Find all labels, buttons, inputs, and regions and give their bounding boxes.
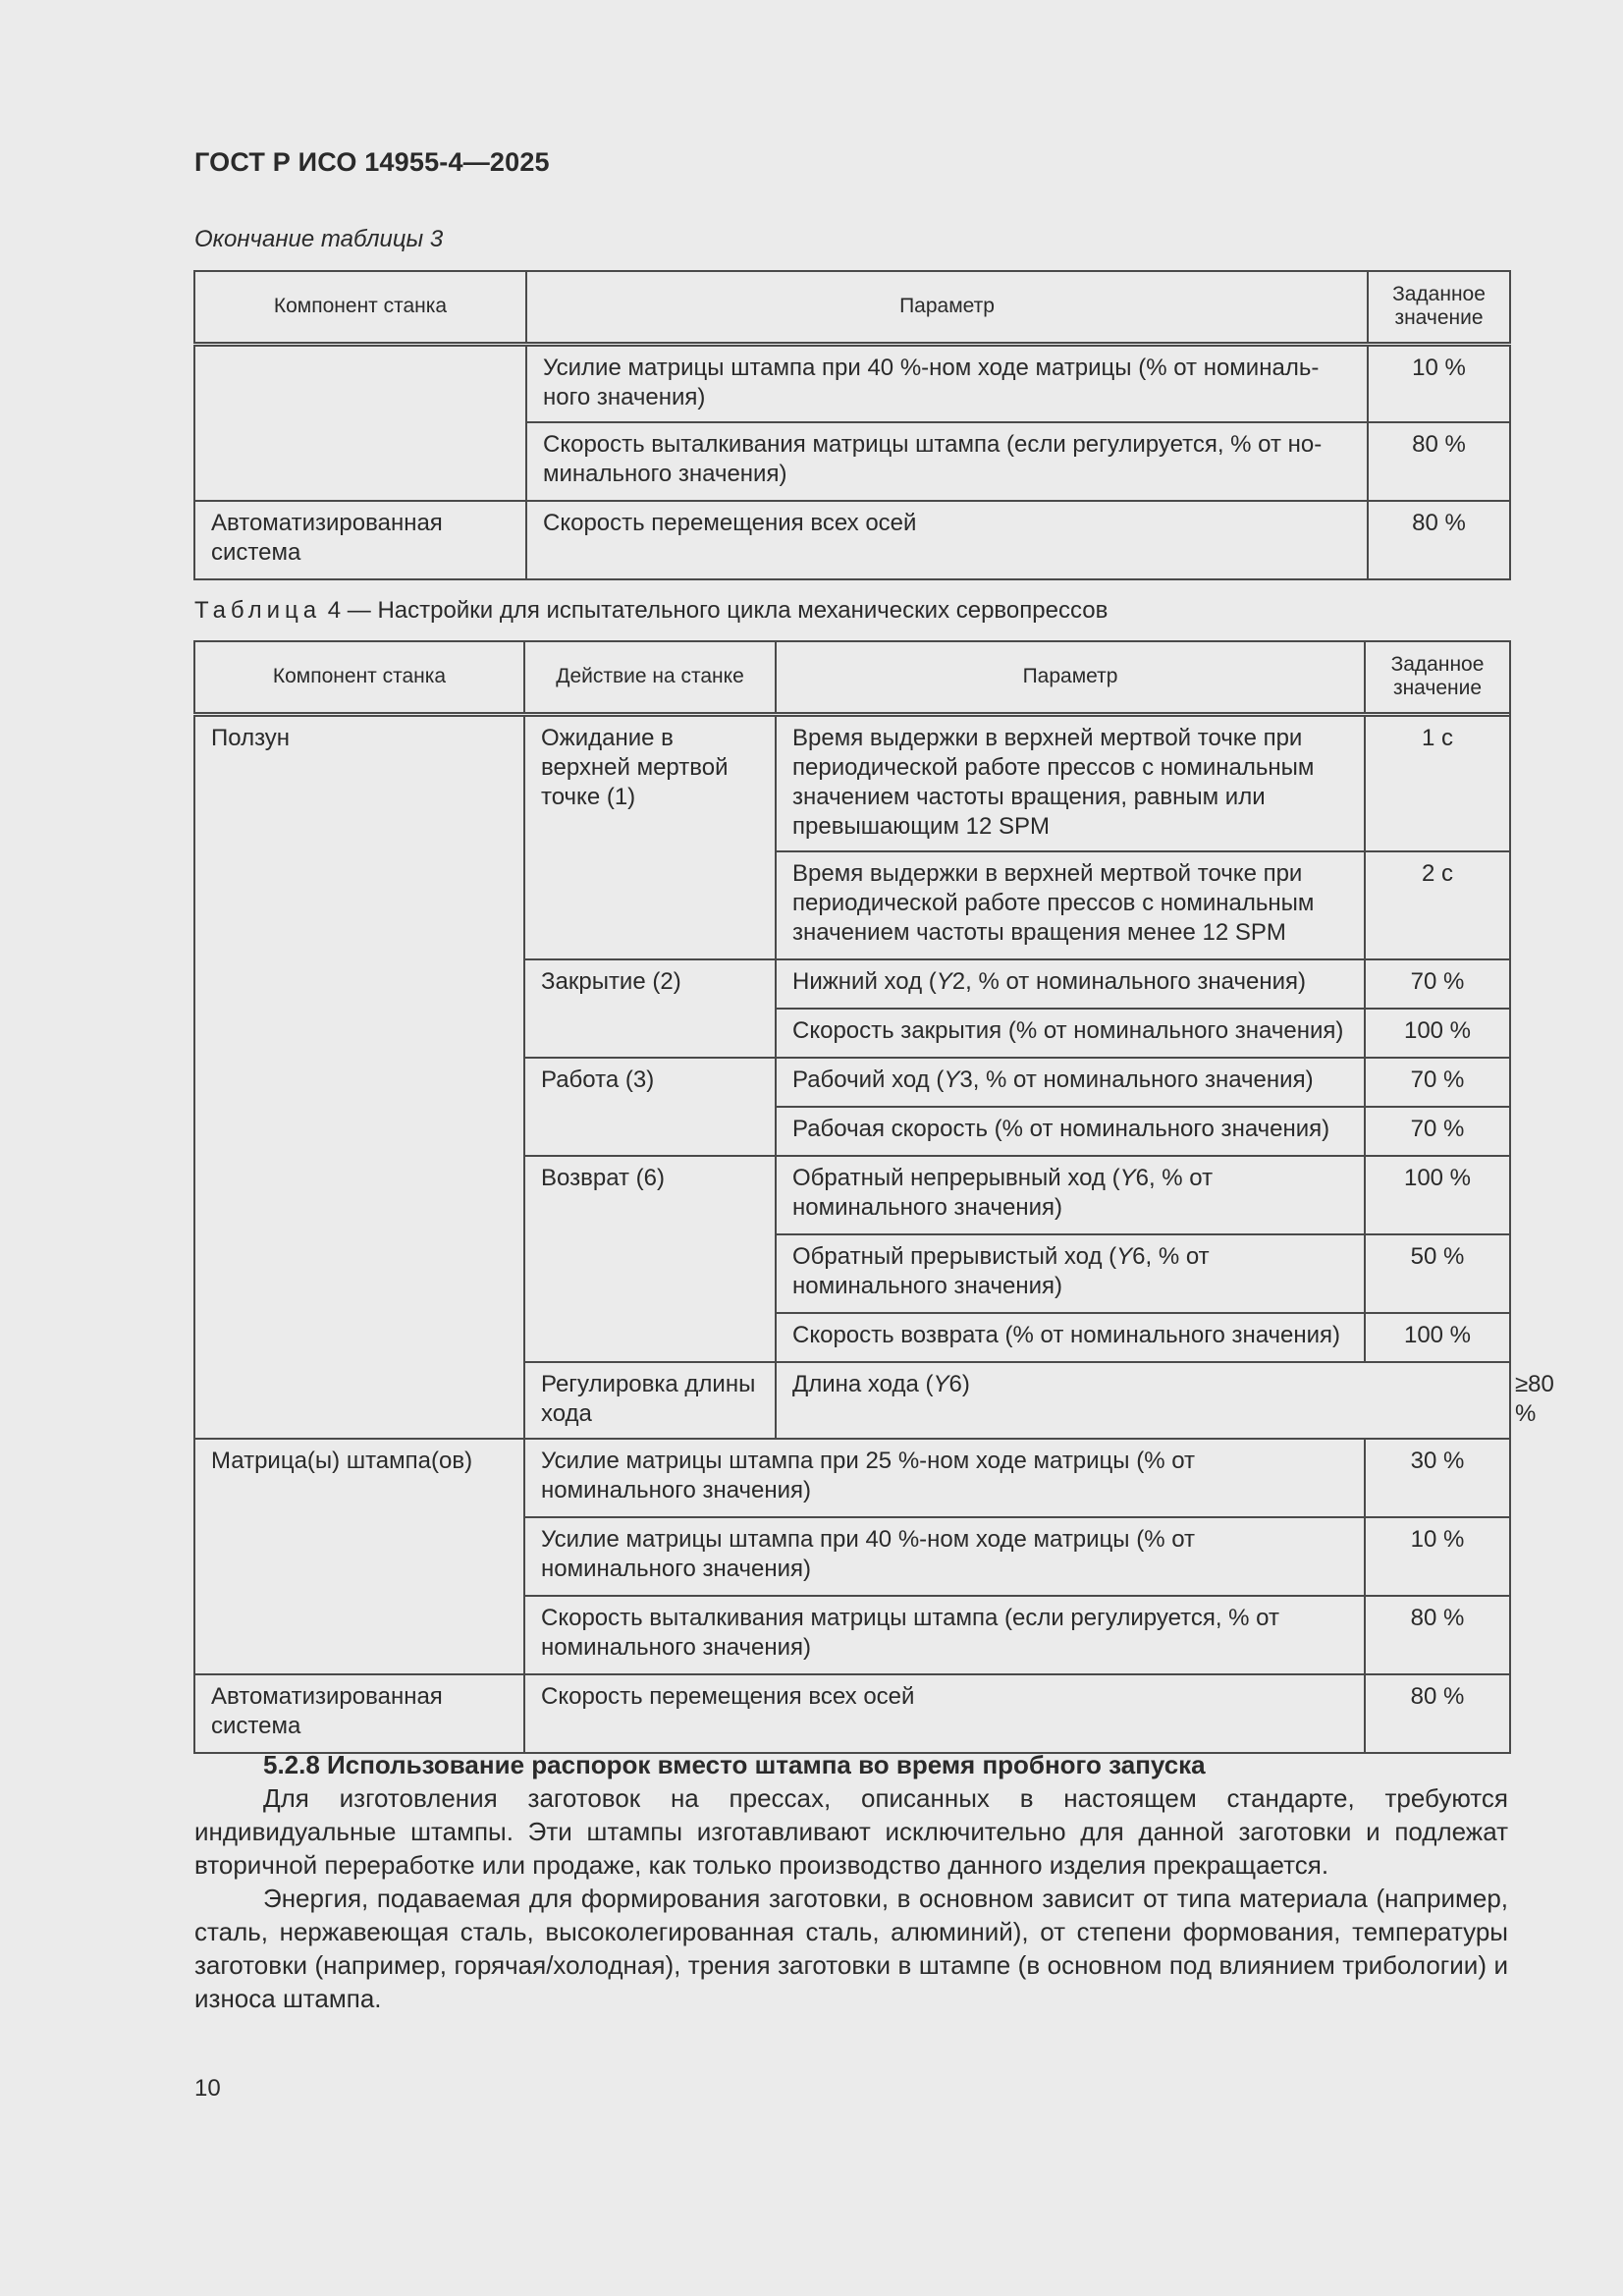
table-row: Регулировка длины хода Длина хода (Y6) ≥80 %	[194, 1362, 1510, 1439]
value-cell: 80 %	[1368, 422, 1510, 501]
table-header-row	[194, 271, 1510, 344]
parameter-cell: Скорость возврата (% от номинального значения)	[776, 1313, 1365, 1362]
table-3-continuation-caption: Окончание таблицы 3	[194, 226, 444, 252]
parameter-cell	[776, 1156, 1365, 1234]
action-cell: Ожидание в верхней мертвой точке (1)	[524, 714, 776, 959]
component-cell: Матрица(ы) штампа(ов)	[194, 1439, 524, 1674]
page-number: 10	[194, 2075, 221, 2102]
parameter-text: 2, % от номинального значения)	[951, 968, 1306, 995]
parameter-text: Длина хода (	[792, 1371, 934, 1397]
variable-symbol: Y	[944, 1066, 960, 1093]
variable-symbol: Y	[1119, 1165, 1136, 1191]
parameter-text: Нижний ход (	[792, 968, 937, 995]
value-cell: 10 %	[1368, 344, 1510, 422]
component-cell	[194, 344, 526, 501]
value-cell: 80 %	[1365, 1596, 1510, 1674]
value-cell: 100 %	[1365, 1009, 1510, 1058]
value-cell: 70 %	[1365, 959, 1510, 1009]
parameter-cell: Скорость закрытия (% от номинального значения)	[776, 1009, 1365, 1058]
parameter-text: 6, % от номинального значения)	[792, 1165, 1214, 1221]
column-header: Заданное значение	[1365, 641, 1510, 714]
table-row	[194, 1439, 1510, 1517]
parameter-cell: Скорость перемещения всех осей	[526, 501, 1368, 579]
component-cell: Автоматизированная система	[194, 1674, 524, 1753]
table-3	[193, 270, 1511, 580]
table-4-caption-text: 4 — Настройки для испытательного цикла механических сервопрессов	[327, 597, 1109, 624]
table-row	[194, 1674, 1510, 1753]
value-cell: 80 %	[1365, 1674, 1510, 1753]
standard-designation: ГОСТ Р ИСО 14955-4—2025	[194, 147, 550, 177]
parameter-cell: Скорость выталкивания матрицы штампа (если регулируется, % от но-минального значения)	[526, 422, 1368, 501]
parameter-text: Рабочий ход (	[792, 1066, 945, 1093]
table-row	[194, 501, 1510, 579]
parameter-cell	[776, 1058, 1365, 1107]
parameter-cell: Время выдержки в верхней мертвой точке при периодической работе прессов с номинальным значением частоты вращения менее 12 SPM	[776, 851, 1365, 959]
column-header: Компонент станка	[194, 271, 526, 344]
parameter-text: 3, % от номинального значения)	[959, 1066, 1314, 1093]
column-header: Параметр	[776, 641, 1365, 714]
body-paragraph: Для изготовления заготовок на прессах, описанных в настоящем стандарте, требуются индивидуальные штампы. Эти штампы изготавливают исключительно для данной заготовки и подлежат вторичной переработке или продаже, как только производство данного изделия прекращается.	[194, 1783, 1508, 1880]
parameter-cell	[776, 1234, 1365, 1313]
parameter-cell	[776, 1362, 1510, 1439]
body-paragraph: Энергия, подаваемая для формирования заготовки, в основном зависит от типа материала (например, сталь, нержавеющая сталь, высоколегированная сталь, алюминий), от степени формования, температуры заготовки (например, горячая/холодная), трения заготовки в штампе (в основном под влиянием трибологии) и износа штампа.	[194, 1884, 1508, 2013]
value-cell: 100 %	[1365, 1313, 1510, 1362]
component-cell: Ползун	[194, 714, 524, 1439]
value-cell: 10 %	[1365, 1517, 1510, 1596]
column-header: Параметр	[526, 271, 1368, 344]
component-cell: Автоматизированная система	[194, 501, 526, 579]
parameter-cell: Время выдержки в верхней мертвой точке при периодической работе прессов с номинальным значением частоты вращения, равным или превышающим 12 SPM	[776, 714, 1365, 851]
value-cell: 30 %	[1365, 1439, 1510, 1517]
table-4	[193, 640, 1554, 1754]
value-cell: 100 %	[1365, 1156, 1510, 1234]
parameter-text: 6)	[948, 1371, 970, 1397]
variable-symbol: Y	[936, 968, 952, 995]
table-row	[194, 714, 1510, 851]
component-cell: Регулировка длины хода	[524, 1362, 776, 1439]
table-4-caption-label: Таблица	[194, 597, 322, 624]
column-header: Действие на станке	[524, 641, 776, 714]
parameter-cell: Скорость перемещения всех осей	[524, 1674, 1365, 1753]
table-row	[194, 344, 1510, 422]
table-header-row	[194, 641, 1510, 714]
section-title: 5.2.8 Использование распорок вместо штампа во время пробного запуска	[263, 1750, 1206, 1779]
value-cell: 70 %	[1365, 1058, 1510, 1107]
action-cell: Работа (3)	[524, 1058, 776, 1156]
column-header: Заданное значение	[1368, 271, 1510, 344]
parameter-text: 6, % от номинального значения)	[792, 1243, 1210, 1299]
parameter-cell: Усилие матрицы штампа при 25 %-ном ходе матрицы (% от номинального значения)	[524, 1439, 1365, 1517]
variable-symbol: Y	[933, 1371, 949, 1397]
value-cell: 50 %	[1365, 1234, 1510, 1313]
parameter-cell: Рабочая скорость (% от номинального значения)	[776, 1107, 1365, 1156]
parameter-cell: Усилие матрицы штампа при 40 %-ном ходе матрицы (% от номинального значения)	[524, 1517, 1365, 1596]
value-cell: 70 %	[1365, 1107, 1510, 1156]
parameter-text: Обратный прерывистый ход (	[792, 1243, 1117, 1270]
value-cell: 1 с	[1365, 714, 1510, 851]
value-cell: 2 с	[1365, 851, 1510, 959]
parameter-cell: Усилие матрицы штампа при 40 %-ном ходе матрицы (% от номиналь-ного значения)	[526, 344, 1368, 422]
variable-symbol: Y	[1116, 1243, 1133, 1270]
parameter-text: Обратный непрерывный ход (	[792, 1165, 1120, 1191]
parameter-cell	[776, 959, 1365, 1009]
column-header: Компонент станка	[194, 641, 524, 714]
table-4-caption	[194, 597, 1108, 625]
value-cell: 80 %	[1368, 501, 1510, 579]
parameter-cell: Скорость выталкивания матрицы штампа (если регулируется, % от номинального значения)	[524, 1596, 1365, 1674]
action-cell: Возврат (6)	[524, 1156, 776, 1362]
action-cell: Закрытие (2)	[524, 959, 776, 1058]
